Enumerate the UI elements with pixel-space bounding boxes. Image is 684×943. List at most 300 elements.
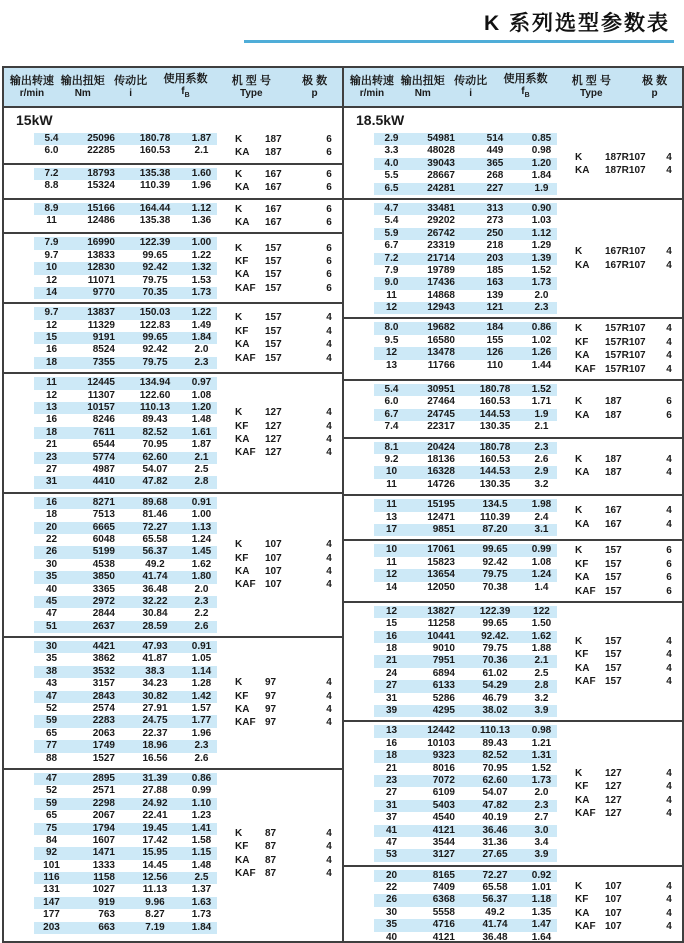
table-row <box>34 427 217 439</box>
type-poles: 4 <box>666 259 672 271</box>
type-poles: 4 <box>666 781 672 793</box>
cell-ratio: 16.56 <box>142 752 168 764</box>
type-poles: 4 <box>666 505 672 517</box>
table-row <box>34 145 217 157</box>
numeric-grid <box>374 870 557 941</box>
column-header <box>344 68 682 108</box>
cell-ratio: 110.13 <box>139 402 171 414</box>
cell-output-torque: 5774 <box>92 451 115 463</box>
type-row <box>575 780 679 793</box>
cell-output-torque: 2298 <box>92 797 115 809</box>
cell-output-torque: 39043 <box>427 157 455 169</box>
type-row <box>235 538 339 551</box>
type-prefix: KF <box>575 649 589 661</box>
cell-service-factor: 2.4 <box>534 511 549 523</box>
cell-service-factor: 1.61 <box>191 426 212 438</box>
cell-service-factor: 1.4 <box>534 581 549 593</box>
table-row <box>34 546 217 558</box>
cell-output-torque: 7072 <box>432 774 455 786</box>
cell-service-factor: 0.86 <box>191 772 212 784</box>
type-size: 107 <box>605 907 622 919</box>
cell-output-speed: 203 <box>43 921 60 933</box>
cell-output-torque: 3862 <box>92 653 115 665</box>
cell-output-torque: 2972 <box>92 595 115 607</box>
cell-service-factor: 1.36 <box>191 214 212 226</box>
type-poles: 4 <box>326 677 332 689</box>
table-row <box>34 203 217 215</box>
cell-service-factor: 3.9 <box>534 849 549 861</box>
numeric-grid <box>374 725 557 861</box>
type-size: 187 <box>265 147 282 159</box>
cell-output-speed: 131 <box>43 884 60 896</box>
header-cell <box>446 75 496 100</box>
type-prefix: KA <box>575 907 590 919</box>
cell-output-speed: 16 <box>45 414 58 426</box>
cell-output-torque: 2574 <box>92 703 115 715</box>
cell-output-speed: 12 <box>385 569 398 581</box>
cell-service-factor: 1.32 <box>191 262 212 274</box>
type-block <box>235 307 339 369</box>
cell-output-speed: 20 <box>385 869 398 881</box>
cell-ratio: 99.65 <box>142 332 168 344</box>
cell-output-speed: 5.4 <box>44 133 59 144</box>
cell-output-speed: 40 <box>385 931 398 941</box>
cell-service-factor: 2.3 <box>534 441 549 453</box>
cell-ratio: 218 <box>486 240 504 252</box>
numeric-grid <box>374 499 557 536</box>
table-row <box>374 738 557 750</box>
type-row <box>235 446 339 459</box>
type-prefix: KA <box>575 467 590 479</box>
type-prefix: KA <box>575 794 590 806</box>
cell-service-factor: 1.21 <box>531 737 552 749</box>
type-prefix: KA <box>235 434 250 445</box>
header-unit: r/min <box>19 87 45 99</box>
type-poles: 4 <box>666 323 672 335</box>
table-row <box>34 666 217 678</box>
type-size: 167 <box>265 203 282 215</box>
cell-output-speed: 4.7 <box>384 202 399 214</box>
type-row <box>575 585 679 598</box>
cell-output-speed: 41 <box>385 824 398 836</box>
table-row <box>34 522 217 534</box>
cell-service-factor: 0.92 <box>531 869 552 881</box>
cell-output-speed: 23 <box>385 774 398 786</box>
type-row <box>575 518 679 531</box>
cell-service-factor: 1.29 <box>531 240 552 252</box>
type-poles: 4 <box>666 151 672 163</box>
cell-output-torque: 15166 <box>87 202 115 214</box>
cell-ratio: 126 <box>486 347 504 359</box>
cell-output-speed: 12 <box>45 389 58 401</box>
type-prefix: K <box>575 396 583 408</box>
cell-output-torque: 1607 <box>92 834 115 846</box>
type-size: 157 <box>265 352 282 364</box>
type-row <box>575 544 679 557</box>
cell-output-speed: 59 <box>45 797 58 809</box>
cell-service-factor: 0.91 <box>191 641 212 653</box>
cell-service-factor: 2.0 <box>194 583 209 595</box>
type-poles: 4 <box>666 807 672 819</box>
cell-ratio: 144.53 <box>479 408 511 420</box>
table-section <box>4 638 342 768</box>
type-block <box>235 133 339 160</box>
cell-output-speed: 47 <box>45 690 58 702</box>
type-size: 157R107 <box>605 323 646 335</box>
type-size: 157 <box>605 545 622 557</box>
cell-service-factor: 1.01 <box>531 882 552 894</box>
cell-ratio: 160.53 <box>139 145 171 157</box>
type-row <box>575 767 679 780</box>
cell-service-factor: 2.3 <box>534 302 549 314</box>
table-row <box>374 466 557 478</box>
cell-service-factor: 2.3 <box>534 799 549 811</box>
cell-ratio: 27.65 <box>482 849 508 861</box>
type-prefix: KA <box>235 147 250 159</box>
type-block <box>575 322 679 376</box>
cell-output-speed: 13 <box>385 359 398 371</box>
cell-service-factor: 0.97 <box>191 377 212 389</box>
type-block <box>575 606 679 718</box>
type-size: 167 <box>265 216 282 228</box>
cell-output-speed: 30 <box>45 558 58 570</box>
type-size: 107 <box>265 579 282 591</box>
cell-output-speed: 47 <box>385 836 398 848</box>
table-row <box>34 452 217 464</box>
table-row <box>34 678 217 690</box>
cell-output-torque: 2637 <box>92 620 115 632</box>
cell-service-factor: 2.3 <box>194 595 209 607</box>
cell-ratio: 41.87 <box>142 653 168 665</box>
cell-ratio: 72.27 <box>142 521 168 533</box>
cell-ratio: 449 <box>486 145 504 157</box>
type-poles: 6 <box>666 545 672 557</box>
type-poles: 6 <box>666 409 672 421</box>
type-prefix: K <box>235 242 243 254</box>
header-unit: Type <box>579 87 603 99</box>
cell-output-speed: 30 <box>45 641 58 653</box>
cell-output-speed: 14 <box>385 581 398 593</box>
type-size: 157 <box>605 572 622 584</box>
cell-output-speed: 13 <box>385 511 398 523</box>
table-row <box>374 360 557 372</box>
cell-output-speed: 15 <box>45 332 58 344</box>
cell-output-torque: 3127 <box>432 849 455 861</box>
type-block <box>575 725 679 861</box>
cell-output-speed: 7.9 <box>44 237 59 249</box>
type-poles: 4 <box>666 467 672 479</box>
table-row <box>374 618 557 630</box>
type-row <box>235 216 339 229</box>
cell-output-speed: 6.5 <box>384 182 399 194</box>
type-row <box>575 504 679 517</box>
cell-service-factor: 0.86 <box>531 322 552 334</box>
type-prefix: KF <box>575 894 589 906</box>
type-poles: 4 <box>666 246 672 258</box>
type-row <box>575 363 679 376</box>
header-cell <box>287 75 342 100</box>
cell-service-factor: 2.9 <box>534 466 549 478</box>
cell-ratio: 15.95 <box>142 847 168 859</box>
cell-output-torque: 30951 <box>427 384 455 396</box>
cell-service-factor: 2.7 <box>534 812 549 824</box>
type-prefix: KA <box>235 269 250 281</box>
cell-service-factor: 1.57 <box>191 703 212 715</box>
header-unit: p <box>311 87 318 99</box>
cell-output-speed: 5.4 <box>384 384 399 396</box>
numeric-grid <box>34 203 217 230</box>
cell-output-torque: 9191 <box>92 332 115 344</box>
type-prefix: K <box>575 767 583 779</box>
type-prefix: KAF <box>235 717 256 729</box>
type-size: 187 <box>605 396 622 408</box>
table-row <box>374 655 557 667</box>
table-row <box>374 183 557 195</box>
type-row <box>575 245 679 258</box>
cell-ratio: 46.79 <box>482 692 508 704</box>
type-row <box>575 349 679 362</box>
type-poles: 4 <box>326 704 332 716</box>
table-row <box>374 693 557 705</box>
cell-output-torque: 6109 <box>432 787 455 799</box>
cell-service-factor: 1.63 <box>191 896 212 908</box>
cell-output-speed: 14 <box>45 286 58 298</box>
type-block <box>575 499 679 536</box>
cell-output-speed: 11 <box>46 377 57 389</box>
numeric-grid <box>34 168 217 195</box>
cell-output-torque: 13827 <box>427 605 455 617</box>
cell-ratio: 30.82 <box>142 690 168 702</box>
numeric-grid <box>34 773 217 934</box>
table-row <box>34 332 217 344</box>
cell-service-factor: 2.5 <box>534 667 549 679</box>
cell-output-torque: 7409 <box>432 882 455 894</box>
cell-output-torque: 4538 <box>92 558 115 570</box>
table-row <box>374 335 557 347</box>
type-row <box>235 552 339 565</box>
cell-output-speed: 8.8 <box>44 180 59 192</box>
type-row <box>235 268 339 281</box>
cell-service-factor: 1.39 <box>531 252 552 264</box>
cell-output-speed: 16 <box>45 344 58 356</box>
cell-output-speed: 11 <box>46 214 57 226</box>
type-size: 87 <box>265 841 277 853</box>
cell-output-torque: 5558 <box>432 906 455 918</box>
cell-ratio: 61.02 <box>482 667 508 679</box>
cell-service-factor: 1.80 <box>191 571 212 583</box>
type-size: 157 <box>605 662 622 674</box>
table-section <box>344 200 682 318</box>
cell-ratio: 34.23 <box>142 678 168 690</box>
table-row <box>34 464 217 476</box>
cell-output-torque: 9851 <box>432 523 455 535</box>
numeric-grid <box>374 606 557 718</box>
cell-service-factor: 3.2 <box>534 478 549 490</box>
header-label-zh: 传动比 <box>454 74 488 87</box>
header-unit-sub: B <box>524 91 530 99</box>
cell-output-speed: 13 <box>385 725 398 737</box>
cell-output-speed: 52 <box>45 703 58 715</box>
cell-ratio: 9.96 <box>145 896 165 908</box>
cell-ratio: 7.19 <box>145 921 165 933</box>
cell-output-speed: 5.5 <box>384 170 399 182</box>
type-size: 107 <box>265 539 282 551</box>
type-poles: 4 <box>326 854 332 866</box>
cell-ratio: 144.53 <box>479 466 511 478</box>
numeric-grid <box>374 442 557 492</box>
cell-service-factor: 1.87 <box>191 133 212 144</box>
cell-output-torque: 12943 <box>427 302 455 314</box>
cell-service-factor: 1.31 <box>531 750 552 762</box>
type-row <box>235 565 339 578</box>
type-block <box>575 203 679 315</box>
cell-service-factor: 0.85 <box>531 133 552 144</box>
cell-output-torque: 22285 <box>87 145 115 157</box>
table-row <box>374 158 557 170</box>
cell-service-factor: 2.3 <box>194 356 209 368</box>
type-poles: 4 <box>666 350 672 362</box>
cell-output-speed: 9.5 <box>384 334 399 346</box>
cell-output-speed: 10 <box>385 466 398 478</box>
cell-ratio: 54.29 <box>482 680 508 692</box>
type-poles: 6 <box>326 242 332 254</box>
cell-ratio: 36.46 <box>482 824 508 836</box>
type-prefix: KF <box>575 558 589 570</box>
cell-output-speed: 9.7 <box>44 249 59 261</box>
cell-service-factor: 2.0 <box>534 289 549 301</box>
cell-output-torque: 10441 <box>427 630 455 642</box>
header-label-zh: 机 型 号 <box>231 74 271 87</box>
cell-ratio: 92.42 <box>482 556 508 568</box>
table-row <box>34 287 217 299</box>
cell-ratio: 99.65 <box>142 249 168 261</box>
cell-ratio: 89.43 <box>482 737 508 749</box>
table-row <box>374 932 557 941</box>
cell-output-speed: 27 <box>385 787 398 799</box>
cell-service-factor: 2.1 <box>534 421 549 433</box>
numeric-grid <box>34 133 217 160</box>
type-row <box>235 168 339 181</box>
table-row <box>34 215 217 227</box>
header-label-zh: 极 数 <box>302 74 328 87</box>
table-section <box>4 770 342 937</box>
type-poles: 4 <box>326 325 332 337</box>
header-cell <box>215 75 287 100</box>
cell-ratio: 122.39 <box>139 237 171 249</box>
table-row <box>34 596 217 608</box>
cell-output-torque: 15823 <box>427 556 455 568</box>
type-row <box>575 662 679 675</box>
table-row <box>34 621 217 633</box>
cell-ratio: 185 <box>486 264 504 276</box>
table-row <box>374 421 557 433</box>
cell-ratio: 49.2 <box>145 558 165 570</box>
cell-output-speed: 88 <box>45 752 58 764</box>
cell-service-factor: 2.1 <box>194 451 209 463</box>
type-row <box>575 648 679 661</box>
table-row <box>34 307 217 319</box>
cell-ratio: 79.75 <box>142 356 168 368</box>
type-size: 157 <box>265 339 282 351</box>
type-block <box>235 203 339 230</box>
cell-ratio: 110 <box>486 359 504 371</box>
cell-output-torque: 11307 <box>87 389 115 401</box>
cell-output-torque: 16990 <box>87 237 115 249</box>
type-size: 127 <box>265 407 282 419</box>
header-cell <box>344 75 400 100</box>
cell-service-factor: 0.98 <box>531 725 552 737</box>
header-unit: Type <box>239 87 263 99</box>
cell-ratio: 110.39 <box>479 511 511 523</box>
type-row <box>235 181 339 194</box>
cell-output-torque: 11258 <box>427 618 455 630</box>
table-row <box>374 825 557 837</box>
header-cell <box>627 75 682 100</box>
cell-service-factor: 1.84 <box>531 170 552 182</box>
type-size: 157 <box>265 255 282 267</box>
cell-output-speed: 65 <box>45 810 58 822</box>
cell-service-factor: 1.48 <box>191 859 212 871</box>
cell-output-torque: 18136 <box>427 453 455 465</box>
type-poles: 4 <box>326 434 332 445</box>
cell-ratio: 79.75 <box>482 643 508 655</box>
cell-output-torque: 12050 <box>427 581 455 593</box>
table-row <box>374 725 557 737</box>
type-size: 187R107 <box>605 164 646 176</box>
cell-output-speed: 16 <box>385 737 398 749</box>
cell-ratio: 65.58 <box>482 882 508 894</box>
cell-service-factor: 1.44 <box>531 359 552 371</box>
cell-output-torque: 33481 <box>427 202 455 214</box>
header-label-zh: 传动比 <box>114 74 148 87</box>
cell-output-speed: 101 <box>43 859 60 871</box>
cell-ratio: 70.36 <box>482 655 508 667</box>
numeric-grid <box>374 203 557 315</box>
cell-service-factor: 1.28 <box>191 678 212 690</box>
table-row <box>34 509 217 521</box>
type-block <box>575 544 679 598</box>
type-size: 157 <box>265 325 282 337</box>
cell-output-speed: 9.7 <box>44 307 59 319</box>
cell-ratio: 54.07 <box>142 463 168 475</box>
cell-service-factor: 0.90 <box>531 202 552 214</box>
type-row <box>235 352 339 365</box>
type-size: 157 <box>265 312 282 324</box>
table-section <box>344 130 682 198</box>
cell-output-torque: 9010 <box>432 643 455 655</box>
cell-service-factor: 2.0 <box>194 344 209 356</box>
type-row <box>575 675 679 688</box>
type-row <box>235 282 339 295</box>
cell-output-speed: 21 <box>385 655 398 667</box>
type-prefix: KA <box>235 339 250 351</box>
table-row <box>374 203 557 215</box>
type-prefix: KF <box>235 690 249 702</box>
cell-output-speed: 5.4 <box>384 215 399 227</box>
cell-ratio: 89.43 <box>142 414 168 426</box>
type-row <box>235 703 339 716</box>
table-row <box>374 544 557 556</box>
header-label-zh: 使用系数 <box>163 72 208 85</box>
cell-ratio: 89.68 <box>142 496 168 508</box>
cell-output-torque: 919 <box>98 896 115 908</box>
type-block <box>235 377 339 489</box>
type-prefix: KA <box>575 572 590 584</box>
cell-service-factor: 1.64 <box>531 931 552 941</box>
type-row <box>575 151 679 164</box>
table-row <box>34 715 217 727</box>
header-unit: r/min <box>359 87 385 99</box>
